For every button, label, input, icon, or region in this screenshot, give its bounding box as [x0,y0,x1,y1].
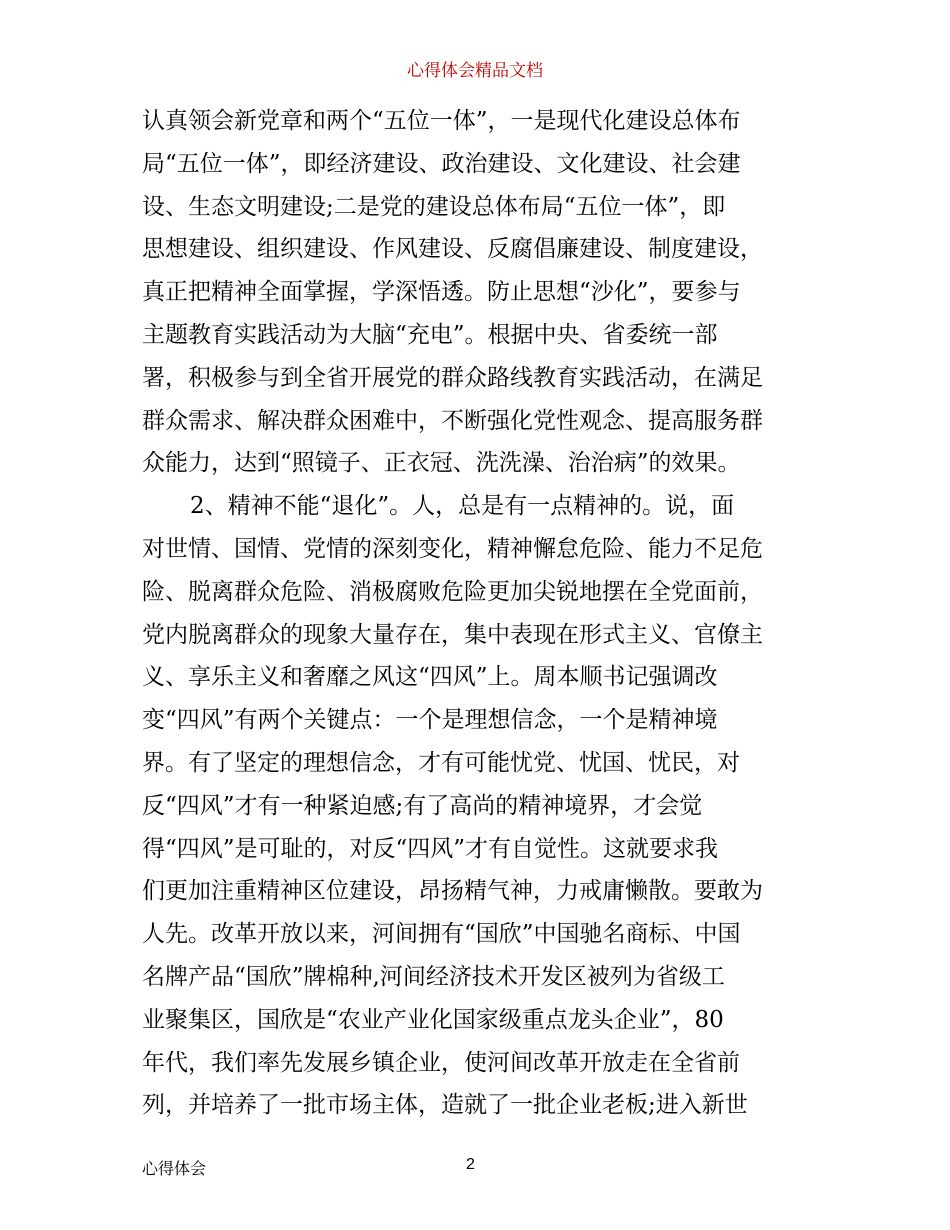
text-line: 主题教育实践活动为大脑“充电”。根据中央、省委统一部 [142,321,718,348]
text-line: 名牌产品“国欣”牌棉种,河间经济技术开发区被列为省级工 [142,963,725,990]
page-header-title: 心得体会精品文档 [407,61,543,81]
text-line: 年代，我们率先发展乡镇企业，使河间改革开放走在全省前 [142,1049,740,1076]
text-line: 群众需求、解决群众困难中，不断强化党性观念、提高服务群 [142,407,763,434]
text-line: 设、生态文明建设;二是党的建设总体布局“五位一体”，即 [142,193,726,220]
text-line: 得“四风”是可耻的，对反“四风”才有自觉性。这就要求我 [142,835,719,862]
text-line: 思想建设、组织建设、作风建设、反腐倡廉建设、制度建设， [142,236,763,263]
text-line: 们更加注重精神区位建设，昂扬精气神，力戒庸懒散。要敢为 [142,878,763,905]
text-line: 义、享乐主义和奢靡之风这“四风”上。周本顺书记强调改 [142,664,718,691]
text-line: 人先。改革开放以来，河间拥有“国欣”中国驰名商标、中国 [142,921,741,948]
text-line: 局“五位一体”，即经济建设、政治建设、文化建设、社会建 [142,150,741,177]
text-line: 业聚集区，国欣是“农业产业化国家级重点龙头企业”，80 [142,1006,724,1033]
text-line: 真正把精神全面掌握，学深悟透。防止思想“沙化”，要参与 [142,279,741,306]
text-line: 界。有了坚定的理想信念，才有可能忧党、忧国、忧民，对 [142,749,740,776]
text-line: 反“四风”才有一种紧迫感;有了高尚的精神境界，才会觉 [142,792,703,819]
text-line: 众能力，达到“照镜子、正衣冠、洗洗澡、治治病”的效果。 [142,450,741,477]
text-line: 认真领会新党章和两个“五位一体”，一是现代化建设总体布 [142,108,741,134]
paragraph-start-line: 2、精神不能“退化”。人，总是有一点精神的。说，面 [190,493,735,520]
text-line: 险、脱离群众危险、消极腐败危险更加尖锐地摆在全党面前， [142,578,763,605]
footer-label: 心得体会 [142,1159,207,1178]
text-line: 变“四风”有两个关键点：一个是理想信念，一个是精神境 [142,707,718,734]
text-line: 列，并培养了一批市场主体，造就了一批企业老板;进入新世 [142,1092,748,1119]
text-line: 对世情、国情、党情的深刻变化，精神懈怠危险、能力不足危 [142,535,763,562]
page-number: 2 [466,1156,475,1173]
text-line: 署，积极参与到全省开展党的群众路线教育实践活动，在满足 [142,364,763,391]
text-line: 党内脱离群众的现象大量存在，集中表现在形式主义、官僚主 [142,621,763,648]
document-body [142,100,812,1127]
